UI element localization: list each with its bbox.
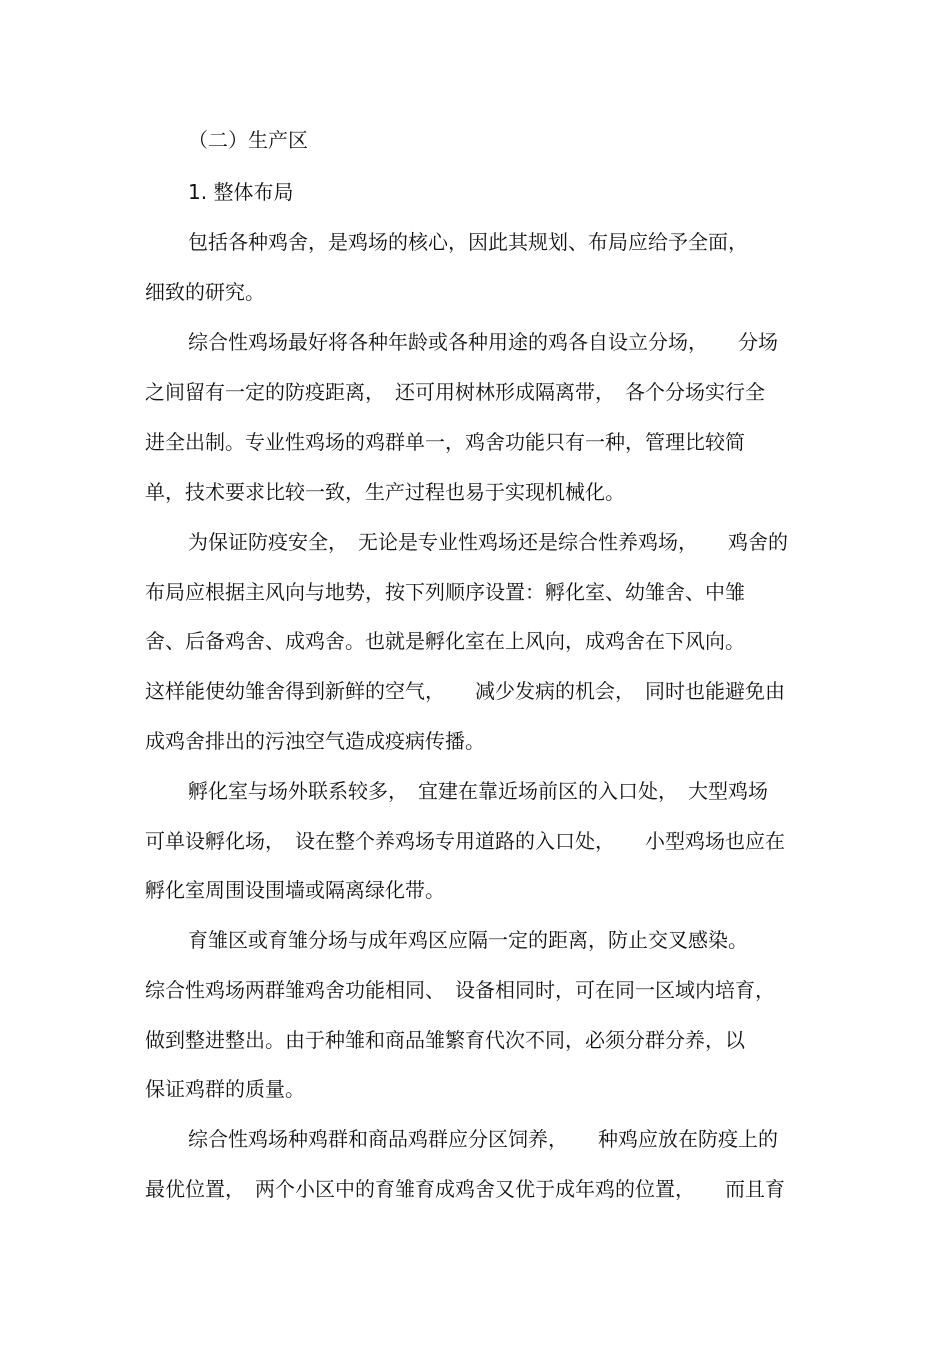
- paragraph-line: 舍、后备鸡舍、成鸡舍。也就是孵化室在上风向，成鸡舍在下风向。: [145, 629, 745, 653]
- paragraph-line: 育雏区或育雏分场与成年鸡区应隔一定的距离，防止交叉感染。: [188, 928, 748, 952]
- paragraph-line: 孵化室与场外联系较多， 宜建在靠近场前区的入口处， 大型鸡场: [188, 779, 768, 803]
- paragraph-line: 孵化室周围设围墙或隔离绿化带。: [145, 878, 445, 902]
- sub-heading: 1. 整体布局: [188, 180, 294, 204]
- paragraph-line: 进全出制。专业性鸡场的鸡群单一，鸡舍功能只有一种，管理比较简: [145, 430, 745, 454]
- paragraph-line: 可单设孵化场， 设在整个养鸡场专用道路的入口处， 小型鸡场也应在: [145, 829, 785, 853]
- paragraph-line: 这样能使幼雏舍得到新鲜的空气， 减少发病的机会， 同时也能避免由: [145, 679, 785, 703]
- section-heading: （二）生产区: [188, 128, 308, 152]
- paragraph-line: 布局应根据主风向与地势，按下列顺序设置：孵化室、幼雏舍、中雏: [145, 580, 745, 604]
- paragraph-line: 包括各种鸡舍，是鸡场的核心，因此其规划、布局应给予全面，: [188, 230, 748, 254]
- paragraph-line: 为保证防疫安全， 无论是专业性鸡场还是综合性养鸡场， 鸡舍的: [188, 530, 788, 554]
- paragraph-line: 做到整进整出。由于种雏和商品雏繁育代次不同，必须分群分养，以: [145, 1028, 745, 1052]
- paragraph-line: 综合性鸡场最好将各种年龄或各种用途的鸡各自设立分场， 分场: [188, 330, 778, 354]
- paragraph-line: 综合性鸡场两群雏鸡舍功能相同、 设备相同时，可在同一区域内培育，: [145, 978, 775, 1002]
- paragraph-line: 单，技术要求比较一致，生产过程也易于实现机械化。: [145, 480, 625, 504]
- paragraph-line: 保证鸡群的质量。: [145, 1077, 305, 1101]
- paragraph-line: 之间留有一定的防疫距离， 还可用树林形成隔离带， 各个分场实行全: [145, 380, 765, 404]
- paragraph-line: 最优位置， 两个小区中的育雏育成鸡舍又优于成年鸡的位置， 而且育: [145, 1177, 785, 1201]
- paragraph-line: 成鸡舍排出的污浊空气造成疫病传播。: [145, 729, 485, 753]
- paragraph-line: 综合性鸡场种鸡群和商品鸡群应分区饲养， 种鸡应放在防疫上的: [188, 1127, 778, 1151]
- paragraph-line: 细致的研究。: [145, 280, 265, 304]
